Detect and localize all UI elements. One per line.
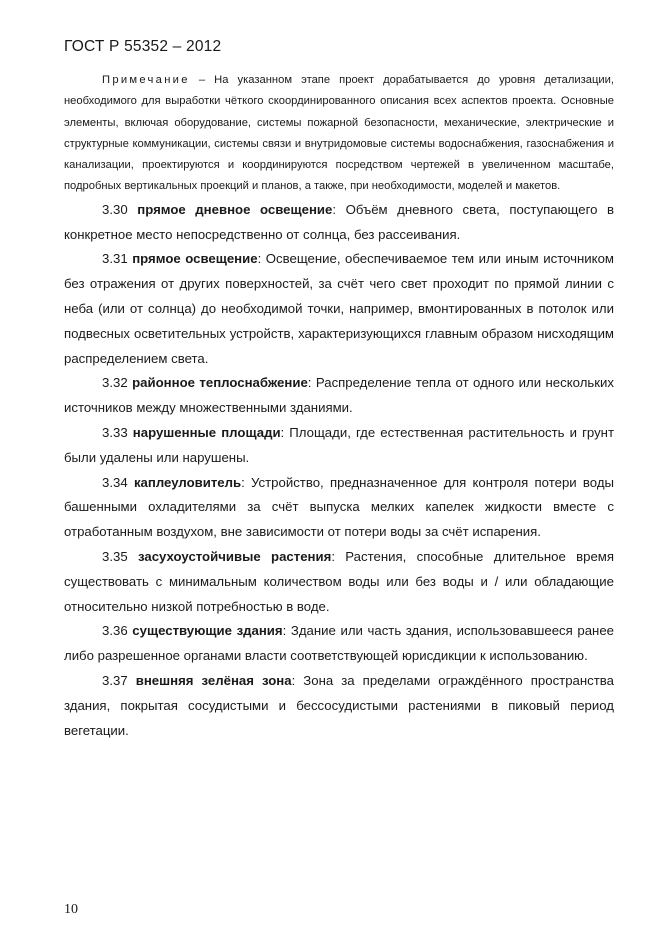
term-definition: : Освещение, обеспечиваемое тем или иным источником без отражения от других поверхностей, за счёт чего свет проходит по прямой линии с неба (или от солнца) до необходимой точки, например, вмонтированных в потолок или подвесных осветительных устройств, характеризующихся главным образом нисходящим распределением света.	[64, 251, 614, 366]
term-number: 3.32	[102, 375, 128, 391]
document-body	[64, 70, 614, 743]
term-definition: : Зона за пределами ограждённого пространства здания, покрытая сосудистыми и бессосудистыми растениями в пиковый период вегетации.	[64, 672, 614, 738]
term-definition: : Растения, способные длительное время существовать с минимальным количеством воды или без воды и / или обладающие относительно низкой потребностью в воде.	[64, 548, 614, 614]
term-definition: : Здание или часть здания, использовавшееся ранее либо разрешенное органами власти соответствующей юрисдикции к использованию.	[64, 623, 614, 664]
term-definition: : Устройство, предназначенное для контроля потери воды башенными охладителями за счёт выпуска мелких капелек жидкости вместе с отработанным воздухом, вне зависимости от потери воды за счёт испарения.	[64, 474, 614, 540]
term-name: засухоустойчивые растения	[138, 548, 332, 564]
term-entry-3-31	[64, 247, 614, 371]
term-entry-3-33	[64, 421, 614, 471]
term-definition: : Площади, где естественная растительность и грунт были удалены или нарушены.	[64, 424, 614, 465]
term-number: 3.33	[102, 424, 128, 440]
term-entry-3-32	[64, 371, 614, 421]
note-label: Примечание	[102, 74, 190, 86]
term-number: 3.37	[102, 672, 128, 688]
term-entry-3-34	[64, 471, 614, 545]
term-definition: : Объём дневного света, поступающего в конкретное место непосредственно от солнца, без рассеивания.	[64, 201, 614, 242]
document-header: ГОСТ Р 55352 – 2012	[64, 38, 222, 55]
term-name: каплеуловитель	[133, 474, 242, 490]
term-definition: : Распределение тепла от одного или нескольких источников между множественными зданиями.	[64, 375, 614, 416]
page-number: 10	[64, 902, 78, 917]
note-paragraph	[64, 70, 614, 198]
term-entry-3-36	[64, 619, 614, 669]
term-entry-3-35	[64, 545, 614, 619]
term-number: 3.30	[102, 201, 128, 217]
term-entry-3-37	[64, 669, 614, 743]
term-name: нарушенные площади	[132, 424, 281, 440]
term-name: прямое освещение	[132, 251, 258, 267]
term-name: существующие здания	[132, 623, 283, 639]
term-entry-3-30	[64, 198, 614, 248]
note-text: – На указанном этапе проект дорабатывается до уровня детализации, необходимого для выработки чёткого скоординированного описания всех аспектов проекта. Основные элементы, включая оборудование, системы пожарной безопасности, механические, электрические и структурные коммуникации, системы связи и внутридомовые системы водоснабжения, газоснабжения и канализации, проектируются и координируются посредством чертежей в увеличенном масштабе, подробных вертикальных проекций и планов, а также, при необходимости, моделей и макетов.	[64, 74, 614, 193]
term-number: 3.36	[102, 623, 128, 639]
term-number: 3.35	[102, 548, 128, 564]
term-name: прямое дневное освещение	[137, 201, 333, 217]
term-name: районное теплоснабжение	[132, 375, 308, 391]
term-number: 3.31	[102, 251, 128, 267]
term-number: 3.34	[102, 474, 128, 490]
term-name: внешняя зелёная зона	[135, 672, 292, 688]
